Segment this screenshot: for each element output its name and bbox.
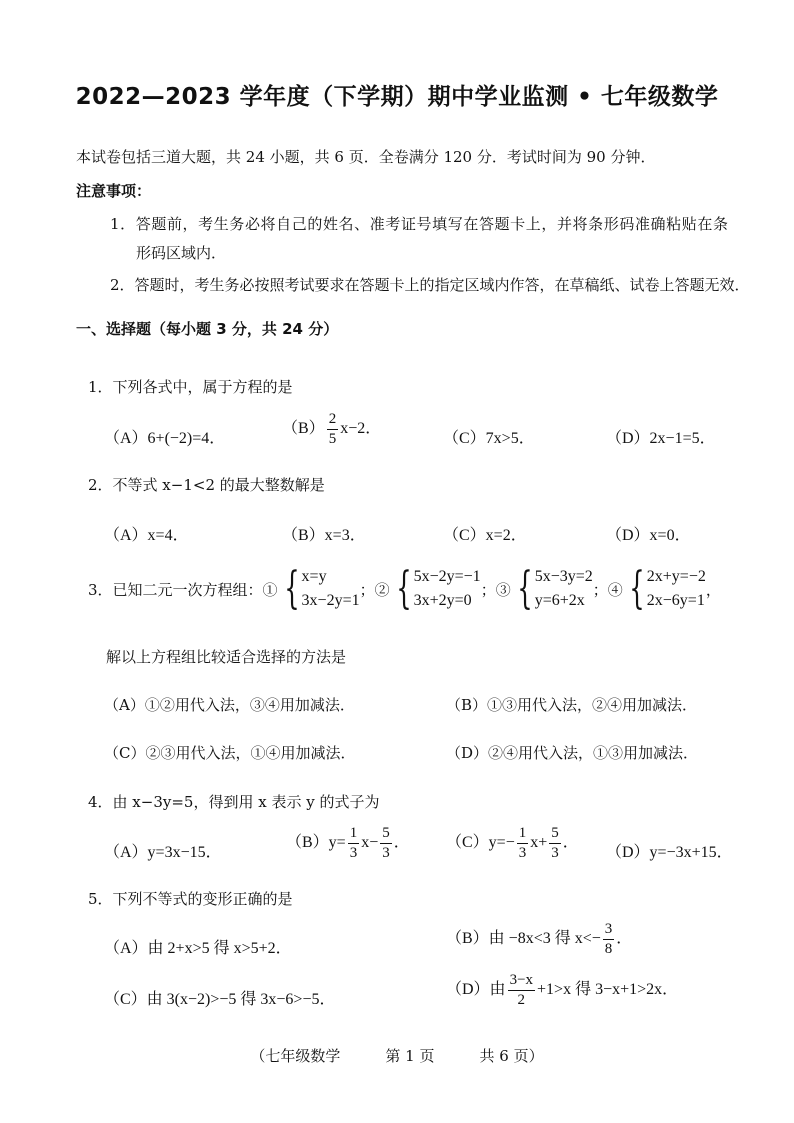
left-brace: { — [517, 563, 533, 614]
q2-option-a: （A）x=4． — [104, 527, 189, 544]
q4-option-c — [446, 826, 579, 861]
numerator: 5 — [549, 826, 561, 844]
q1-option-c: （C）7x>5． — [443, 430, 535, 447]
equation: 5x−2y=−1 — [413, 568, 481, 585]
q3-line-2: 解以上方程组比较适合选择的方法是 — [106, 648, 347, 666]
equation: 2x−6y=1 — [646, 592, 705, 609]
left-brace: { — [395, 563, 412, 614]
question-4-stem: 4．由 x−3y=5，得到用 x 表示 y 的式子为 — [88, 793, 380, 811]
denominator: 3 — [349, 845, 358, 861]
q5-option-b — [446, 922, 632, 957]
fraction — [517, 826, 529, 861]
numerator: 2 — [327, 412, 339, 430]
fraction — [603, 922, 615, 957]
equation-system-4 — [623, 565, 706, 613]
q2-option-b: （B）x=3． — [282, 527, 366, 544]
q4-option-c-end: ． — [562, 834, 579, 852]
fraction — [380, 826, 392, 861]
q2-option-c: （C）x=2． — [443, 527, 527, 544]
left-brace: { — [629, 563, 645, 614]
q3-sep-4: ；④ — [592, 580, 623, 599]
denominator: 3 — [382, 845, 390, 861]
numerator: 3−x — [508, 973, 535, 991]
q5-option-b-label: （B）由 −8x<3 得 x<− — [446, 930, 601, 948]
left-brace: { — [283, 563, 300, 614]
question-3-stem — [88, 565, 721, 613]
equation: 2x+y=−2 — [646, 568, 706, 585]
q5-option-c: （C）由 3(x−2)>−5 得 3x−6>−5． — [104, 991, 336, 1008]
equation-system-3 — [511, 565, 593, 613]
question-5-stem: 5．下列不等式的变形正确的是 — [88, 890, 293, 908]
q2-option-d: （D）x=0． — [606, 527, 691, 544]
q3-stem-text: 3．已知二元一次方程组：① — [88, 580, 278, 599]
equation: 3x+2y=0 — [413, 592, 472, 609]
equation: 3x−2y=1 — [301, 592, 360, 609]
q4-option-c-mid: x+ — [530, 834, 548, 852]
fraction — [348, 826, 360, 861]
numerator: 5 — [380, 826, 392, 844]
question-2-stem: 2．不等式 x−1<2 的最大整数解是 — [88, 476, 325, 494]
denominator: 3 — [551, 845, 559, 861]
q4-option-a: （A）y=3x−15． — [104, 844, 222, 861]
q5-option-d-end: +1>x 得 3−x+1>2x． — [537, 981, 679, 999]
equation: 5x−3y=2 — [534, 568, 593, 585]
denominator: 3 — [518, 845, 527, 861]
note-1: 1．答题前，考生务必将自己的姓名、准考证号填写在答题卡上，并将条形码准确粘贴在条 — [110, 215, 729, 233]
q1-option-a: （A）6+(−2)=4． — [104, 430, 226, 447]
page-footer: （七年级数学 第 1 页 共 6 页） — [250, 1047, 544, 1065]
equation-system-1 — [278, 565, 360, 613]
note-1-cont: 形码区域内． — [136, 244, 227, 262]
q1-option-d: （D）2x−1=5． — [606, 430, 716, 447]
q4-option-b — [286, 826, 410, 861]
exam-title: 2022—2023 学年度（下学期）期中学业监测 • 七年级数学 — [75, 84, 719, 110]
q1-option-b — [282, 412, 381, 447]
fraction — [508, 973, 535, 1008]
equation: y=6+2x — [534, 592, 585, 609]
q5-option-a: （A）由 2+x>5 得 x>5+2． — [104, 940, 292, 957]
q3-sep-2: ；② — [359, 580, 390, 599]
q4-option-c-label: （C）y=− — [446, 834, 515, 852]
q4-option-b-mid: x− — [361, 834, 379, 852]
q5-option-d-label: （D）由 — [446, 981, 506, 999]
q4-option-b-end: ． — [393, 834, 410, 852]
q3-option-a: （A）①②用代入法，③④用加减法． — [104, 696, 355, 714]
denominator: 8 — [604, 941, 613, 957]
q3-sep-3: ；③ — [480, 580, 511, 599]
q3-option-c: （C）②③用代入法，①④用加减法． — [104, 744, 356, 762]
notes-heading: 注意事项： — [76, 182, 152, 200]
question-1-stem: 1．下列各式中，属于方程的是 — [88, 378, 293, 396]
section-1-heading: 一、选择题（每小题 3 分，共 24 分） — [76, 320, 339, 338]
q3-option-d: （D）②④用代入法，①③用加减法． — [446, 744, 699, 762]
q3-end: ， — [705, 580, 721, 599]
exam-intro: 本试卷包括三道大题，共 24 小题，共 6 页．全卷满分 120 分．考试时间为 90 分钟． — [76, 148, 656, 166]
note-2: 2．答题时，考生务必按照考试要求在答题卡上的指定区域内作答，在草稿纸、试卷上答题无效． — [110, 276, 750, 294]
q5-option-b-end: ． — [616, 930, 633, 948]
fraction — [549, 826, 561, 861]
numerator: 1 — [517, 826, 529, 844]
q5-option-d — [446, 973, 678, 1008]
numerator: 1 — [348, 826, 360, 844]
q4-option-d: （D）y=−3x+15． — [606, 844, 733, 861]
equation-system-2 — [390, 565, 481, 613]
q1-option-b-rest: x−2． — [340, 420, 382, 438]
q4-option-b-label: （B）y= — [286, 834, 346, 852]
denominator: 5 — [328, 431, 337, 447]
equation: x=y — [301, 568, 327, 585]
q3-option-b: （B）①③用代入法，②④用加减法． — [446, 696, 698, 714]
fraction — [327, 412, 339, 447]
q1-option-b-label: （B） — [282, 420, 325, 438]
numerator: 3 — [603, 922, 615, 940]
denominator: 2 — [517, 992, 526, 1008]
